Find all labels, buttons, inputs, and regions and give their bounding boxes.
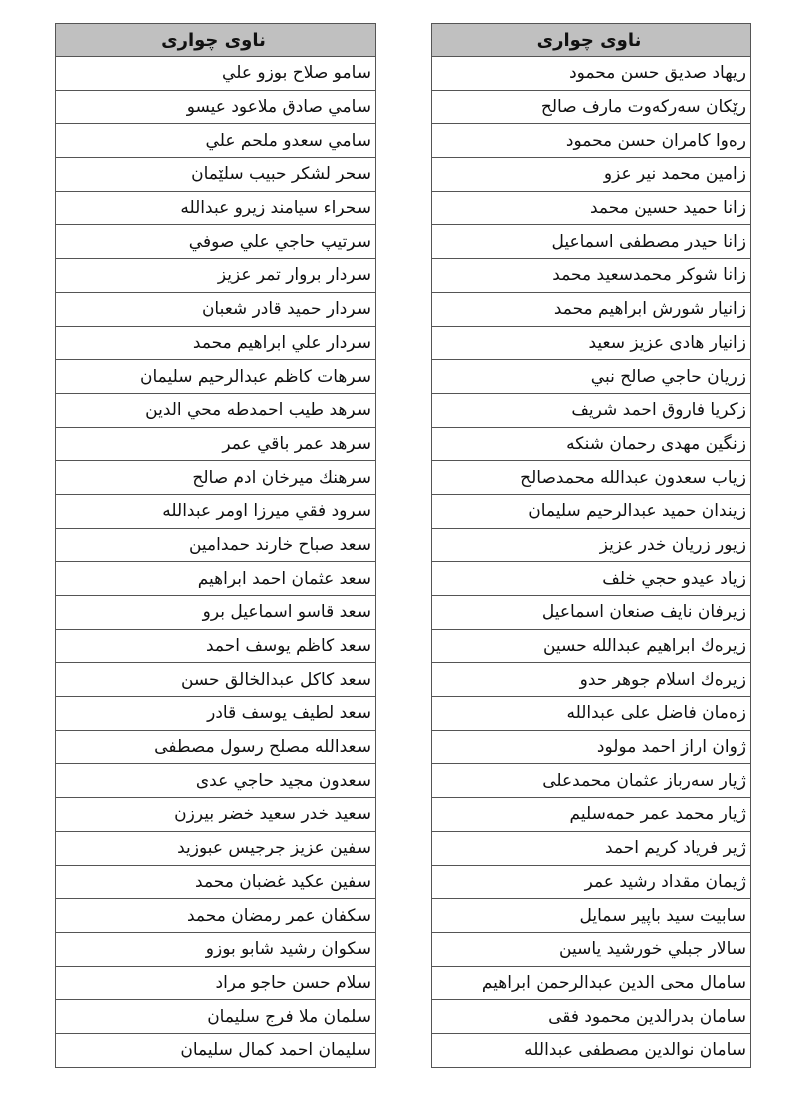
table-row — [432, 730, 751, 764]
table-row — [56, 730, 376, 764]
table-row — [432, 697, 751, 731]
table-row — [56, 562, 376, 596]
table-row — [56, 57, 376, 91]
name-cell: زكريا فاروق احمد شريف — [432, 393, 751, 427]
table-row — [56, 528, 376, 562]
name-cell: سليمان احمد كمال سليمان — [56, 1033, 376, 1067]
name-cell: زيرەك ابراهيم عبدالله حسين — [432, 629, 751, 663]
table-row — [56, 158, 376, 192]
name-cell: سعد كاكل عبدالخالق حسن — [56, 663, 376, 697]
table-row — [56, 461, 376, 495]
names-table-right — [431, 23, 751, 1068]
table-row — [432, 393, 751, 427]
table-row — [56, 259, 376, 293]
name-cell: سرهد عمر باقي عمر — [56, 427, 376, 461]
name-cell: سلمان ملا فرج سليمان — [56, 1000, 376, 1034]
table-row — [432, 798, 751, 832]
name-cell: زيور زريان خدر عزيز — [432, 528, 751, 562]
name-cell: زانا حميد حسين محمد — [432, 191, 751, 225]
name-cell: ژير فرياد كريم احمد — [432, 831, 751, 865]
name-cell: زەمان فاضل على عبدالله — [432, 697, 751, 731]
name-cell: سامال محى الدين عبدالرحمن ابراهيم — [432, 966, 751, 1000]
name-cell: سحراء سيامند زيرو عبدالله — [56, 191, 376, 225]
name-cell: زيندان حميد عبدالرحيم سليمان — [432, 494, 751, 528]
name-cell: سعد لطيف يوسف قادر — [56, 697, 376, 731]
name-cell: سامي سعدو ملحم علي — [56, 124, 376, 158]
name-cell: سردار علي ابراهيم محمد — [56, 326, 376, 360]
column-header-full-name: ناوی چواری — [56, 24, 376, 57]
name-cell: زانيار هادى عزيز سعيد — [432, 326, 751, 360]
table-row — [432, 124, 751, 158]
table-row — [432, 528, 751, 562]
table-row — [432, 629, 751, 663]
table-row — [432, 191, 751, 225]
name-cell: سكوان رشيد شابو بوزو — [56, 932, 376, 966]
name-cell: سكفان عمر رمضان محمد — [56, 899, 376, 933]
table-row — [56, 764, 376, 798]
table-row — [56, 663, 376, 697]
table-row — [56, 932, 376, 966]
table-row — [56, 629, 376, 663]
name-cell: زريان حاجي صالح نبي — [432, 360, 751, 394]
column-header-full-name: ناوی چواری — [432, 24, 751, 57]
name-cell: زامين محمد نير عزو — [432, 158, 751, 192]
name-cell: سعيد خدر سعيد خضر بيرزن — [56, 798, 376, 832]
table-row — [432, 57, 751, 91]
table-row — [432, 360, 751, 394]
table-row — [56, 899, 376, 933]
table-row — [432, 427, 751, 461]
table-row — [56, 596, 376, 630]
table-row — [432, 259, 751, 293]
table-row — [432, 225, 751, 259]
name-cell: سامو صلاح بوزو علي — [56, 57, 376, 91]
table-row — [432, 831, 751, 865]
name-cell: سالار جبلي خورشيد ياسين — [432, 932, 751, 966]
name-cell: سعد قاسو اسماعيل برو — [56, 596, 376, 630]
table-row — [56, 494, 376, 528]
table-row — [432, 865, 751, 899]
table-row — [56, 292, 376, 326]
name-cell: زيرەك اسلام جوهر حدو — [432, 663, 751, 697]
name-cell: ریهاد صدیق حسن محمود — [432, 57, 751, 91]
name-cell: رەوا کامران حسن محمود — [432, 124, 751, 158]
name-cell: سعد صباح خارند حمدامين — [56, 528, 376, 562]
table-row — [432, 326, 751, 360]
table-row — [432, 90, 751, 124]
table-row — [56, 1000, 376, 1034]
table-row — [432, 764, 751, 798]
table-row — [432, 932, 751, 966]
name-cell: سفين عزيز جرجيس عبوزيد — [56, 831, 376, 865]
table-row — [432, 1000, 751, 1034]
name-cell: سعدالله مصلح رسول مصطفى — [56, 730, 376, 764]
name-cell: رێکان سەرکەوت مارف صالح — [432, 90, 751, 124]
name-cell: زنگين مهدى رحمان شنكه — [432, 427, 751, 461]
name-cell: سعد كاظم يوسف احمد — [56, 629, 376, 663]
table-row — [56, 427, 376, 461]
table-row — [56, 1033, 376, 1067]
table-row — [56, 393, 376, 427]
name-cell: سرهد طيب احمدطه محي الدين — [56, 393, 376, 427]
name-cell: سرود فقي ميرزا اومر عبدالله — [56, 494, 376, 528]
table-row — [432, 494, 751, 528]
names-table-left-body — [56, 57, 376, 1068]
name-cell: سعدون مجيد حاجي عدى — [56, 764, 376, 798]
name-cell: سرهات كاظم عبدالرحيم سليمان — [56, 360, 376, 394]
table-row — [56, 966, 376, 1000]
table-row — [56, 798, 376, 832]
name-cell: سحر لشكر حبيب سلێمان — [56, 158, 376, 192]
table-row — [56, 191, 376, 225]
name-cell: زيرفان نايف صنعان اسماعيل — [432, 596, 751, 630]
name-cell: زانا شوكر محمدسعيد محمد — [432, 259, 751, 293]
names-table-left — [55, 23, 376, 1068]
table-row — [56, 697, 376, 731]
table-row — [432, 966, 751, 1000]
name-cell: زانا حيدر مصطفى اسماعيل — [432, 225, 751, 259]
name-cell: سفين عكيد غضبان محمد — [56, 865, 376, 899]
table-row — [56, 865, 376, 899]
table-row — [56, 326, 376, 360]
name-cell: سامان بدرالدين محمود فقى — [432, 1000, 751, 1034]
table-row — [432, 562, 751, 596]
name-cell: سابيت سيد باپير سمايل — [432, 899, 751, 933]
table-row — [432, 1033, 751, 1067]
name-cell: سرتيپ حاجي علي صوفي — [56, 225, 376, 259]
name-cell: سعد عثمان احمد ابراهيم — [56, 562, 376, 596]
name-cell: سامي صادق ملاعود عيسو — [56, 90, 376, 124]
name-cell: سردار بروار تمر عزيز — [56, 259, 376, 293]
name-cell: زانيار شورش ابراهيم محمد — [432, 292, 751, 326]
table-row — [56, 90, 376, 124]
table-row — [56, 225, 376, 259]
table-row — [432, 663, 751, 697]
table-row — [56, 360, 376, 394]
name-cell: ژيمان مقداد رشيد عمر — [432, 865, 751, 899]
table-row — [432, 899, 751, 933]
name-cell: سلام حسن حاجو مراد — [56, 966, 376, 1000]
name-cell: ژوان اراز احمد مولود — [432, 730, 751, 764]
name-cell: ژیار سەرباز عثمان محمدعلى — [432, 764, 751, 798]
table-row — [56, 124, 376, 158]
names-table-right-body — [432, 57, 751, 1068]
name-cell: ژيار محمد عمر حمەسليم — [432, 798, 751, 832]
table-row — [432, 596, 751, 630]
name-cell: زياد عيدو حجي خلف — [432, 562, 751, 596]
name-cell: زياب سعدون عبدالله محمدصالح — [432, 461, 751, 495]
name-cell: سردار حميد قادر شعبان — [56, 292, 376, 326]
name-cell: سرهنك ميرخان ادم صالح — [56, 461, 376, 495]
name-cell: سامان نوالدين مصطفى عبدالله — [432, 1033, 751, 1067]
table-row — [432, 158, 751, 192]
table-row — [56, 831, 376, 865]
table-row — [432, 292, 751, 326]
table-row — [432, 461, 751, 495]
